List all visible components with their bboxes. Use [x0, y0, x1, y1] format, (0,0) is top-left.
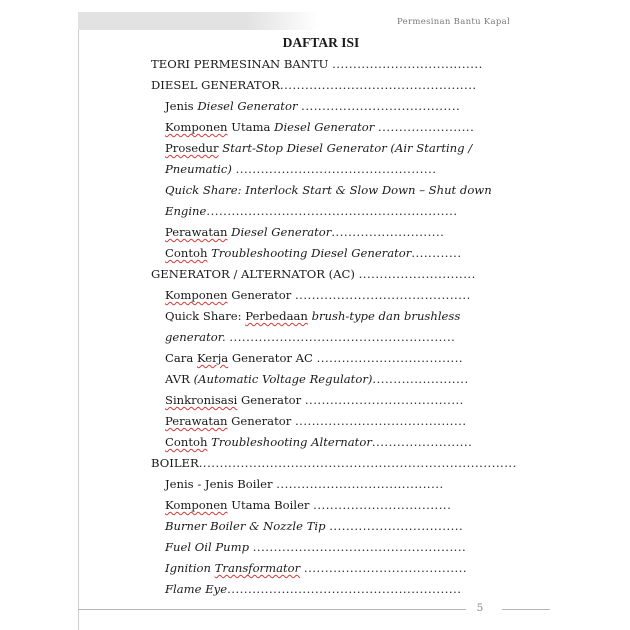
toc-entry-text: Perbedaan — [245, 309, 308, 323]
toc-entry-text: Komponen — [165, 498, 228, 512]
toc-leader-dots: ............................................... — [279, 78, 477, 92]
toc-entry[interactable] — [165, 369, 469, 389]
footer-rule-right — [502, 609, 550, 610]
toc-entry[interactable] — [165, 306, 485, 326]
toc-leader-dots: ........................................ — [276, 477, 444, 491]
toc-leader-dots: ............................................................................ — [198, 456, 517, 470]
toc-entry[interactable] — [165, 327, 457, 347]
toc-entry-text: Transformator — [214, 561, 301, 575]
toc-entry-text: Quick Share: Interlock Start & Slow Down – Shut down — [165, 183, 492, 197]
toc-leader-dots: ................................. — [313, 498, 452, 512]
toc-leader-dots: ....................................... — [303, 561, 468, 575]
toc-entry[interactable] — [165, 558, 468, 578]
page-number: 5 — [476, 602, 484, 614]
toc-leader-dots: ................................................... — [252, 540, 467, 554]
toc-entry-text: Generator AC — [228, 351, 317, 365]
toc-leader-dots: ...................................... — [304, 393, 464, 407]
toc-entry-text: Diesel Generator — [231, 225, 332, 239]
toc-leader-dots: ....................... — [378, 120, 475, 134]
toc-leader-dots: .................................... — [332, 57, 483, 71]
toc-entry-text: Contoh — [165, 246, 208, 260]
toc-entry-text: Prosedur — [165, 141, 219, 155]
toc-entry[interactable] — [165, 96, 461, 116]
toc-entry-text: Start-Stop Diesel Generator (Air Starting / — [222, 141, 473, 155]
toc-leader-dots: ................................................ — [235, 162, 437, 176]
toc-leader-dots: ........................ — [371, 435, 473, 449]
toc-entry-text: (Automatic Voltage Regulator) — [193, 372, 373, 386]
toc-entry[interactable] — [165, 537, 467, 557]
toc-entry-text: Contoh — [165, 435, 208, 449]
toc-entry-text: Troubleshooting Alternator — [211, 435, 372, 449]
footer-rule-left — [78, 609, 466, 610]
toc-entry-text: Cara — [165, 351, 197, 365]
toc-entry-text: Generator — [227, 414, 295, 428]
toc-entry[interactable] — [165, 495, 457, 515]
toc-entry-text: Troubleshooting Diesel Generator — [211, 246, 412, 260]
toc-entry[interactable] — [165, 222, 457, 242]
toc-entry-text: Diesel Generator — [197, 99, 298, 113]
toc-entry-text: Komponen — [165, 120, 228, 134]
toc-entry-text: Burner Boiler & Nozzle Tip — [165, 519, 326, 533]
toc-entry[interactable] — [165, 516, 464, 536]
toc-entry-text: Jenis - Jenis Boiler — [165, 477, 277, 491]
toc-leader-dots: ................................... — [316, 351, 464, 365]
toc-entry-text: Generator — [237, 393, 305, 407]
toc-entry[interactable] — [165, 432, 473, 452]
toc-entry-text: Jenis — [165, 99, 198, 113]
toc-entry-text: DIESEL GENERATOR — [151, 78, 280, 92]
toc-entry[interactable] — [165, 180, 492, 200]
toc-entry-text: Utama — [227, 120, 275, 134]
toc-entry[interactable] — [165, 243, 462, 263]
toc-leader-dots: ........................................................ — [227, 582, 462, 596]
toc-entry-text: TEORI PERMESINAN BANTU — [151, 57, 333, 71]
toc-entry-text: Pneumatic) — [165, 162, 232, 176]
toc-entry-text: AVR — [165, 372, 194, 386]
toc-title: DAFTAR ISI — [282, 35, 360, 50]
toc-entry[interactable] — [165, 117, 475, 137]
toc-entry[interactable] — [151, 54, 483, 74]
toc-leader-dots: ............................................................ — [206, 204, 458, 218]
toc-leader-dots: ........................... — [331, 225, 445, 239]
toc-entry[interactable] — [165, 474, 457, 494]
toc-entry[interactable] — [165, 138, 485, 158]
toc-entry[interactable] — [151, 75, 477, 95]
toc-entry-text: Engine — [165, 204, 207, 218]
toc-entry-text: Fuel Oil Pump — [165, 540, 250, 554]
toc-entry-text: Komponen — [165, 288, 228, 302]
toc-leader-dots: ....................... — [372, 372, 469, 386]
toc-leader-dots: ............ — [411, 246, 462, 260]
toc-entry-text: Perawatan — [165, 414, 228, 428]
toc-entry-text: Quick Share: — [165, 309, 246, 323]
toc-entry[interactable] — [165, 390, 464, 410]
toc-leader-dots: ...................................................... — [229, 330, 456, 344]
toc-leader-dots: ................................ — [329, 519, 464, 533]
toc-entry[interactable] — [165, 159, 457, 179]
toc-entry-text: Perawatan — [165, 225, 228, 239]
toc-entry[interactable] — [151, 264, 476, 284]
toc-entry[interactable] — [165, 411, 467, 431]
running-header-title: Permesinan Bantu Kapal — [397, 17, 510, 27]
toc-entry-text: Diesel Generator — [274, 120, 375, 134]
toc-entry-text: Flame Eye — [165, 582, 228, 596]
toc-entry-text: GENERATOR / ALTERNATOR (AC) — [151, 267, 359, 281]
toc-leader-dots: ............................ — [358, 267, 476, 281]
toc-leader-dots: ...................................... — [301, 99, 461, 113]
toc-entry[interactable] — [165, 348, 464, 368]
toc-leader-dots: .......................................... — [295, 288, 471, 302]
toc-entry-text: Sinkronisasi — [165, 393, 238, 407]
toc-entry-text: brush-type dan brushless — [311, 309, 461, 323]
toc-entry-text: BOILER — [151, 456, 199, 470]
toc-entry[interactable] — [165, 285, 471, 305]
toc-entry-text: Generator — [227, 288, 295, 302]
toc-entry[interactable] — [165, 201, 457, 221]
toc-entry-text: Ignition — [165, 561, 215, 575]
toc-entry-text: Utama Boiler — [227, 498, 314, 512]
toc-entry-text: Kerja — [196, 351, 229, 365]
toc-entry-text: generator. — [165, 330, 226, 344]
toc-entry[interactable] — [165, 579, 462, 599]
toc-entry[interactable] — [151, 453, 517, 473]
toc-leader-dots: ......................................... — [294, 414, 467, 428]
